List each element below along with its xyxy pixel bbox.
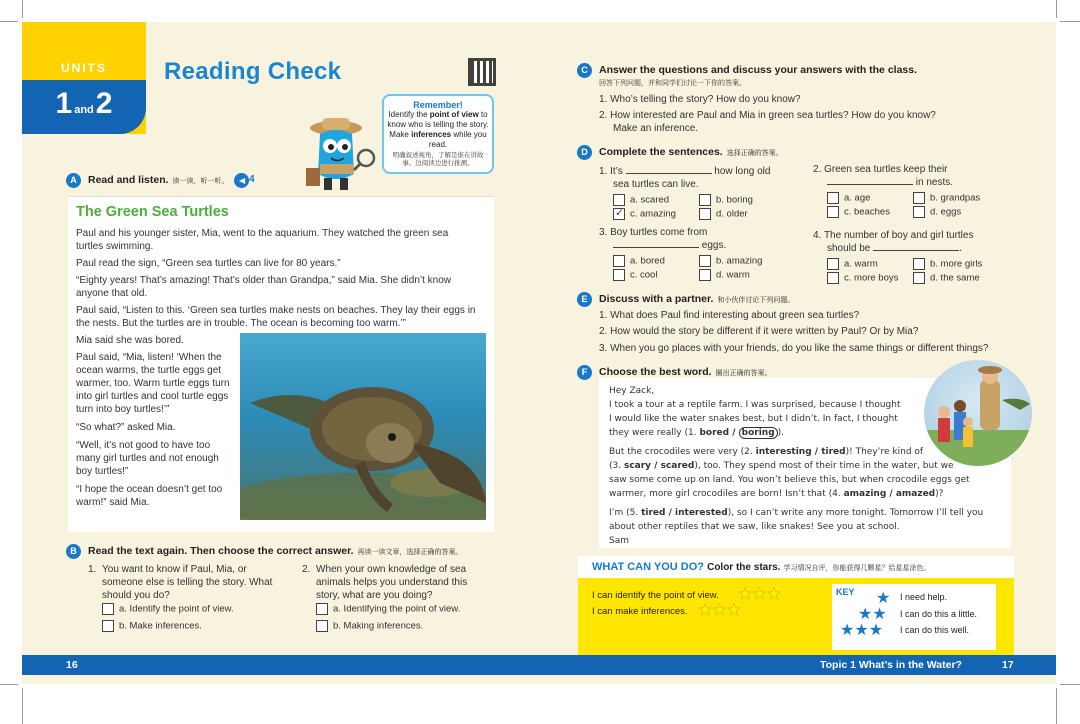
- crop-mark: [0, 21, 18, 22]
- audio-track-number: 4: [249, 174, 255, 185]
- star-icon[interactable]: ★: [752, 586, 767, 603]
- word-choice[interactable]: scary / scared: [623, 461, 695, 471]
- blue-star-icon: ★★★: [840, 622, 884, 639]
- key-level: I can do this a little.: [900, 609, 978, 619]
- section-a-title: Read and listen. 读一读，听一听。: [88, 174, 229, 186]
- key-title: KEY: [836, 587, 855, 597]
- blue-star-icon: ★: [876, 590, 891, 607]
- answer-option[interactable]: b. amazing: [699, 255, 762, 267]
- footer-topic: Topic 1 What’s in the Water?: [820, 659, 962, 671]
- checkbox[interactable]: [827, 258, 839, 270]
- key-level: I can do this well.: [900, 625, 970, 635]
- word-choice[interactable]: tired / interested: [641, 508, 728, 518]
- answer-option[interactable]: a. warm: [827, 258, 878, 270]
- checkbox[interactable]: [827, 272, 839, 284]
- section-d-badge: D: [577, 145, 592, 160]
- star-icon[interactable]: ★: [738, 586, 753, 603]
- letter-line: saw some come up on land. You won’t believe this, but when crocodile eggs get: [609, 475, 970, 485]
- story-paragraph: Paul read the sign, “Green sea turtles can live for 80 years.”: [76, 258, 341, 269]
- section-b-title: Read the text again. Then choose the correct answer. 再读一读文章，选择正确的答案。: [88, 545, 463, 557]
- story-paragraph: “I hope the ocean doesn’t get too warm!” said Mia.: [76, 484, 223, 508]
- checkbox[interactable]: [913, 258, 925, 270]
- question-text: 3. When you go places with your friends, do you like the same things or different things?: [599, 343, 989, 354]
- question-text: 2. Green sea turtles keep their: [813, 164, 948, 175]
- star-icon[interactable]: ★: [766, 586, 782, 603]
- question-text: 2. How interested are Paul and Mia in green sea turtles? How do you know?: [599, 110, 936, 121]
- answer-option[interactable]: d. warm: [699, 269, 750, 281]
- question-text: Make an inference.: [613, 123, 699, 134]
- self-assessment-title: WHAT CAN YOU DO? Color the stars. 学习情况自评，你能获得几颗星？给星星涂色。: [592, 561, 931, 573]
- checkbox[interactable]: [699, 255, 711, 267]
- question-text: 4. The number of boy and girl turtles: [813, 230, 974, 241]
- remember-zh: 明确叙述视角，了解是谁在讲故事。边阅读边进行推测。: [392, 152, 484, 167]
- checkbox[interactable]: [316, 620, 328, 632]
- section-d-title: Complete the sentences. 选择正确的答案。: [599, 146, 783, 158]
- section-e-badge: E: [577, 292, 592, 307]
- explorer-mascot-icon: [298, 112, 378, 196]
- answer-option[interactable]: a. Identifying the point of view.: [316, 603, 460, 615]
- answer-option[interactable]: b. boring: [699, 194, 753, 206]
- checkbox[interactable]: [913, 206, 925, 218]
- page-title: Reading Check: [164, 58, 342, 85]
- crop-mark: [22, 688, 23, 724]
- story-paragraph: Paul said, “Listen to this. ‘Green sea turtles make nests on beaches. They lay their eggs in the nests. But the turtles are in trouble. The ocean is becoming too warm.’”: [76, 305, 476, 329]
- key-level: I need help.: [900, 592, 948, 602]
- letter-line: warmer, more girl crocodiles are born! Isn’t that (4. amazing / amazed)?: [609, 489, 944, 499]
- answer-option[interactable]: d. eggs: [913, 206, 961, 218]
- page-number-left: 16: [66, 659, 78, 671]
- section-f-badge: F: [577, 365, 592, 380]
- answer-option[interactable]: ✓ c. amazing: [615, 207, 676, 220]
- letter-line: about other reptiles that we saw, like snakes! See you at school.: [609, 522, 900, 532]
- question-text: 1. Who’s telling the story? How do you know?: [599, 94, 801, 105]
- audio-wave-icon: ◀: [239, 176, 246, 185]
- answer-option[interactable]: b. Making inferences.: [316, 620, 423, 632]
- checkbox[interactable]: [827, 206, 839, 218]
- units-label: UNITS: [61, 61, 107, 75]
- story-title: The Green Sea Turtles: [76, 204, 229, 220]
- rating-stars[interactable]: [738, 586, 781, 604]
- checkbox[interactable]: [316, 603, 328, 615]
- story-paragraph: Paul said, “Mia, listen! ‘When the ocean warms, the turtle eggs get warmer, too. Warm turtle eggs turn into girl turtles and cool turtle eggs turn into boy turtles!’”: [76, 352, 230, 415]
- blue-star-icon: ★★: [858, 606, 887, 623]
- checkbox[interactable]: [699, 208, 711, 220]
- question-text: eggs.: [613, 239, 726, 252]
- question-text: When your own knowledge of sea animals helps you understand this story, what are you doing?: [316, 564, 468, 601]
- answer-option[interactable]: b. more girls: [913, 258, 982, 270]
- checkbox[interactable]: [613, 269, 625, 281]
- section-e-title: Discuss with a partner. 和小伙伴讨论下列问题。: [599, 293, 795, 305]
- answer-option[interactable]: a. age: [827, 192, 870, 204]
- crop-mark: [1060, 21, 1080, 22]
- checkbox[interactable]: [913, 192, 925, 204]
- question-text: 1. It’s how long old: [599, 166, 771, 177]
- letter-line: But the crocodiles were very (2. interesting / tired)! They’re kind of: [609, 447, 924, 457]
- question-text: in nests.: [827, 176, 953, 189]
- letter-line: (3. scary / scared), too. They spend most of their time in the water, but we: [609, 461, 954, 471]
- story-paragraph: “Eighty years! That’s amazing! That’s older than Grandpa,” said Mia. She didn’t know anyone that old.: [76, 275, 452, 299]
- answer-option[interactable]: c. cool: [613, 269, 657, 281]
- question-text: 2. How would the story be different if it were written by Paul? Or by Mia?: [599, 326, 919, 337]
- remember-callout: [382, 94, 494, 174]
- crop-mark: [1056, 0, 1057, 18]
- page-number-right: 17: [1002, 659, 1014, 671]
- question-text: should be .: [827, 243, 962, 254]
- checkbox[interactable]: [102, 620, 114, 632]
- circled-answer[interactable]: boring: [739, 427, 778, 439]
- letter-line: I would like the water snakes best, but I didn’t. In fact, I thought: [609, 414, 898, 424]
- star-icon[interactable]: ★: [698, 602, 713, 619]
- checkbox[interactable]: [613, 255, 625, 267]
- question-text: sea turtles can live.: [613, 179, 699, 190]
- sea-turtle-photo: [240, 333, 486, 520]
- qr-code-icon[interactable]: [468, 58, 496, 86]
- section-c-badge: C: [577, 63, 592, 78]
- can-do-statement: I can make inferences.: [592, 606, 688, 617]
- answer-option[interactable]: c. more boys: [827, 272, 898, 284]
- answer-option[interactable]: a. Identify the point of view.: [102, 603, 234, 615]
- story-paragraph: “Well, it’s not good to have too many girl turtles and not enough boy turtles!”: [76, 440, 219, 477]
- crop-mark: [1056, 688, 1057, 724]
- answer-option[interactable]: a. scared: [613, 194, 669, 206]
- story-paragraph: “So what?” asked Mia.: [76, 422, 176, 433]
- checkbox-checked[interactable]: [613, 208, 625, 220]
- reptile-farm-illustration: [924, 360, 1032, 466]
- remember-title: Remember!: [413, 100, 463, 110]
- star-icon[interactable]: ★: [712, 602, 727, 619]
- can-do-statement: I can identify the point of view.: [592, 590, 719, 601]
- section-a-badge: A: [66, 173, 81, 188]
- letter-line: I’m (5. tired / interested), so I can’t write any more tonight. Tomorrow I’ll tell you: [609, 508, 984, 518]
- crop-mark: [1060, 684, 1080, 685]
- checkbox[interactable]: [102, 603, 114, 615]
- letter-line: Hey Zack,: [609, 386, 655, 396]
- story-paragraph: Paul and his younger sister, Mia, went to the aquarium. They watched the green sea turtles swimming.: [76, 228, 449, 252]
- checkbox[interactable]: [913, 272, 925, 284]
- checkbox[interactable]: [613, 194, 625, 206]
- word-choice[interactable]: amazing / amazed: [843, 489, 936, 499]
- remember-text: Identify the point of view to know who is telling the story. Make inferences while you read.: [387, 110, 489, 149]
- units-number: 1 and2: [55, 87, 113, 120]
- crop-mark: [0, 684, 18, 685]
- section-b-badge: B: [66, 544, 81, 559]
- rating-stars[interactable]: [698, 602, 741, 620]
- answer-option[interactable]: d. older: [699, 208, 748, 220]
- checkbox[interactable]: [699, 194, 711, 206]
- word-choice[interactable]: interesting / tired: [755, 447, 846, 457]
- section-c-title: Answer the questions and discuss your answers with the class.: [599, 64, 918, 76]
- answer-option[interactable]: d. the same: [913, 272, 980, 284]
- answer-option[interactable]: c. beaches: [827, 206, 890, 218]
- checkbox[interactable]: [827, 192, 839, 204]
- letter-line: they were really (1. bored / boring ).: [609, 428, 785, 438]
- question-number: 1.: [88, 564, 97, 575]
- question-text: 1. What does Paul find interesting about green sea turtles?: [599, 310, 860, 321]
- section-f-title: Choose the best word. 圈出正确的答案。: [599, 366, 772, 378]
- answer-option[interactable]: b. grandpas: [913, 192, 980, 204]
- question-text: You want to know if Paul, Mia, or someone else is telling the story. What should you do?: [102, 564, 273, 601]
- answer-option[interactable]: b. Make inferences.: [102, 620, 202, 632]
- section-c-zh: 回答下列问题，并和同学们讨论一下你的答案。: [599, 80, 746, 87]
- story-paragraph: Mia said she was bored.: [76, 335, 184, 346]
- letter-signature: Sam: [609, 536, 629, 546]
- question-text: 3. Boy turtles come from: [599, 227, 708, 238]
- letter-line: I took a tour at a reptile farm. I was surprised, because I thought: [609, 400, 901, 410]
- star-icon[interactable]: ★: [726, 602, 742, 619]
- answer-option[interactable]: a. bored: [613, 255, 665, 267]
- checkbox[interactable]: [699, 269, 711, 281]
- question-number: 2.: [302, 564, 311, 575]
- crop-mark: [22, 0, 23, 18]
- checkmark-icon: ✓: [615, 207, 625, 219]
